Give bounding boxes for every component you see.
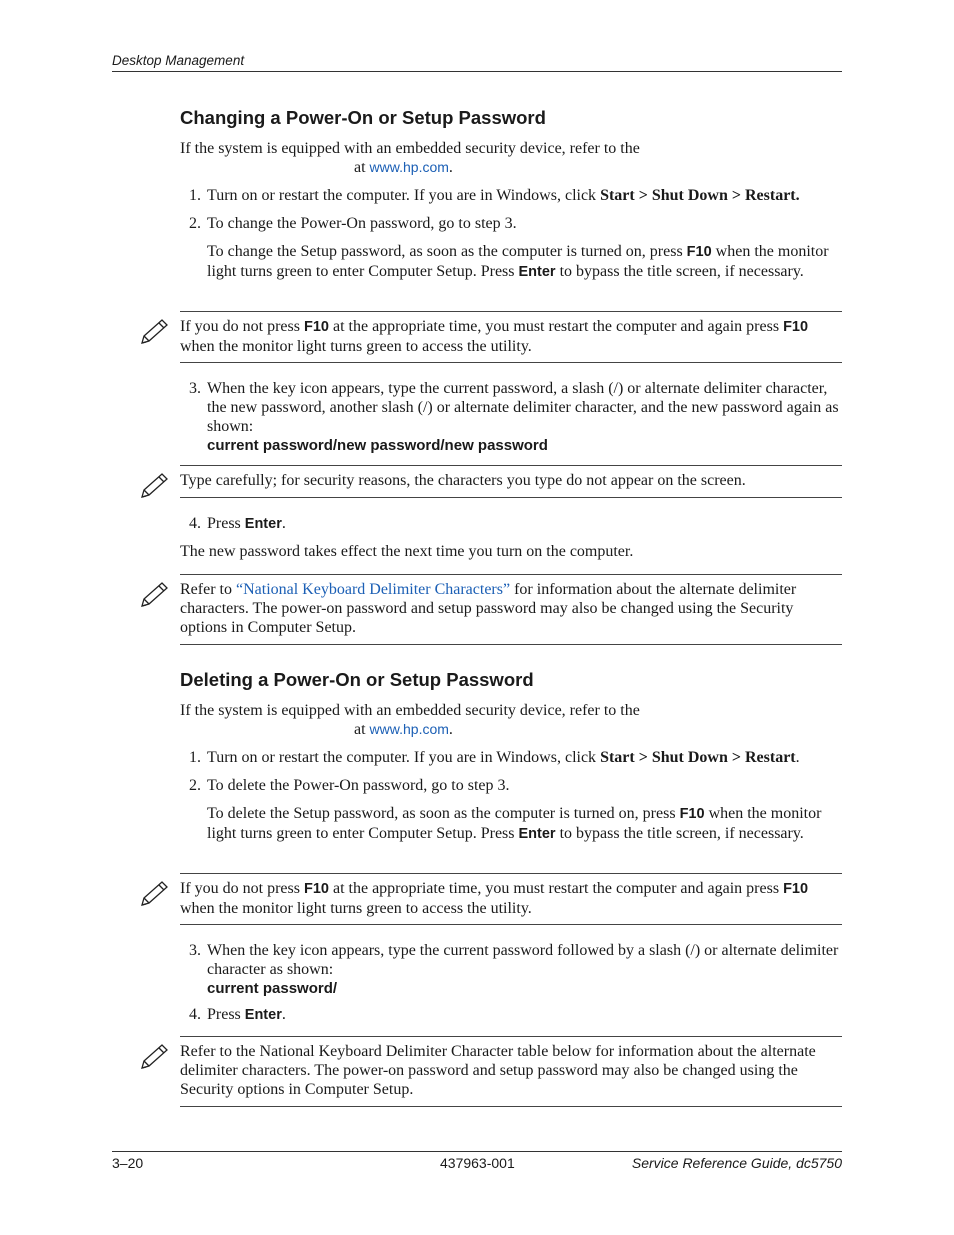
step-number: 4. [189,1006,201,1023]
note-rule-bottom [180,924,842,925]
note-rule-top [180,1036,842,1037]
key-enter: Enter [244,516,282,532]
step-text: Press [207,1006,245,1023]
note-part: If you do not press [180,880,304,897]
step-number: 3. [189,942,201,959]
key-f10: F10 [679,806,705,822]
note-part: at the appropriate time, you must restart the computer and again press [328,880,784,897]
note-pencil-icon [138,471,172,501]
guide-title: Service Reference Guide, dc5750 [631,1155,842,1171]
key-enter: Enter [518,264,556,280]
note-pencil-icon [138,879,172,909]
header-rule [112,71,842,72]
intro-paragraph [180,139,842,177]
note-rule-top [180,873,842,874]
key-enter: Enter [518,826,556,842]
step-number: 2. [189,215,201,232]
key-f10: F10 [783,881,809,897]
step-text: When the key icon appears, type the current password followed by a slash (/) or alternate delimiter character as shown: [207,942,839,978]
step-number: 4. [189,515,201,532]
note-text: Refer to the National Keyboard Delimiter Character table below for information about the alternate delimiter characters. The power-on password and setup password may also be changed using the Security options in Computer Setup. [180,1043,816,1098]
setup-paragraph [207,242,842,282]
setup-paragraph [207,804,842,844]
step-menu-path: Start > Shut Down > Restart [600,749,796,766]
step-text: When the key icon appears, type the current password, a slash (/) or alternate delimiter character, the new password, another slash (/) or alternate delimiter character, and the new password again as shown: [207,380,839,435]
password-format: current password/ [207,980,338,997]
delimiter-link[interactable]: “National Keyboard Delimiter Characters” [235,581,511,598]
step-3 [189,379,842,455]
note-part: at the appropriate time, you must restart the computer and again press [328,318,784,335]
para-text: when the monitor light turns green to enter Computer Setup. Press [207,805,822,842]
para-text: To delete the Setup password, as soon as the computer is turned on, press [207,805,680,822]
note-rule-top [180,465,842,466]
step-end: . [795,749,800,766]
note-part: If you do not press [180,318,304,335]
note-pencil-icon [138,580,172,610]
step-text: Turn on or restart the computer. If you are in Windows, click [207,749,601,766]
step-1 [189,186,842,205]
step-text: To delete the Power-On password, go to step 3. [207,777,510,794]
step-4 [189,514,842,534]
note-rule-bottom [180,497,842,498]
para-text: To change the Setup password, as soon as the computer is turned on, press [207,243,687,260]
step-number: 2. [189,777,201,794]
intro-at: at [354,721,370,738]
step-text: . [281,1006,286,1023]
step-menu-path: Start > Shut Down > Restart. [600,187,800,204]
intro-text: If the system is equipped with an embedded security device, refer to the [180,140,640,157]
note-text [180,580,842,637]
running-header: Desktop Management [112,53,245,68]
para-text: to bypass the title screen, if necessary. [555,825,804,842]
note-rule-bottom [180,362,842,363]
section-heading-changing: Changing a Power-On or Setup Password [180,107,546,128]
step-1 [189,748,842,767]
section-heading-deleting: Deleting a Power-On or Setup Password [180,669,534,690]
key-f10: F10 [303,319,329,335]
note-part: when the monitor light turns green to access the utility. [180,338,532,355]
key-enter: Enter [244,1007,282,1023]
step-2 [189,776,842,795]
key-f10: F10 [303,881,329,897]
result-paragraph: The new password takes effect the next time you turn on the computer. [180,543,634,560]
step-4 [189,1005,842,1025]
hp-link[interactable]: www.hp.com [369,159,449,175]
hp-link[interactable]: www.hp.com [369,721,449,737]
note-rule-bottom [180,644,842,645]
note-rule-top [180,574,842,575]
note-part: when the monitor light turns green to access the utility. [180,900,532,917]
intro-paragraph [180,701,842,739]
footer-rule [112,1151,842,1152]
step-number: 3. [189,380,201,397]
step-text: Turn on or restart the computer. If you are in Windows, click [207,187,601,204]
note-text [180,879,842,918]
document-number: 437963-001 [440,1155,515,1171]
intro-text: If the system is equipped with an embedded security device, refer to the [180,702,640,719]
step-2 [189,214,842,233]
step-number: 1. [189,187,201,204]
step-text: To change the Power-On password, go to step 3. [207,215,517,232]
intro-at: at [354,159,370,176]
note-pencil-icon [138,1042,172,1072]
intro-end: . [448,159,453,176]
note-pencil-icon [138,317,172,347]
key-f10: F10 [686,244,712,260]
intro-end: . [448,721,453,738]
note-rule-bottom [180,1106,842,1107]
note-part: for information about the alternate delimiter characters. The power-on password and setup password may also be changed using the Security options in Computer Setup. [180,581,797,636]
step-3 [189,941,842,998]
note-text: Type carefully; for security reasons, the characters you type do not appear on the screen. [180,472,746,489]
step-number: 1. [189,749,201,766]
para-text: when the monitor light turns green to enter Computer Setup. Press [207,243,829,280]
step-text: . [281,515,286,532]
note-text [180,317,842,356]
step-text: Press [207,515,245,532]
note-rule-top [180,311,842,312]
password-format: current password/new password/new password [207,437,548,454]
para-text: to bypass the title screen, if necessary. [555,263,804,280]
page-number: 3–20 [112,1155,144,1171]
key-f10: F10 [783,319,809,335]
note-part: Refer to [180,581,236,598]
